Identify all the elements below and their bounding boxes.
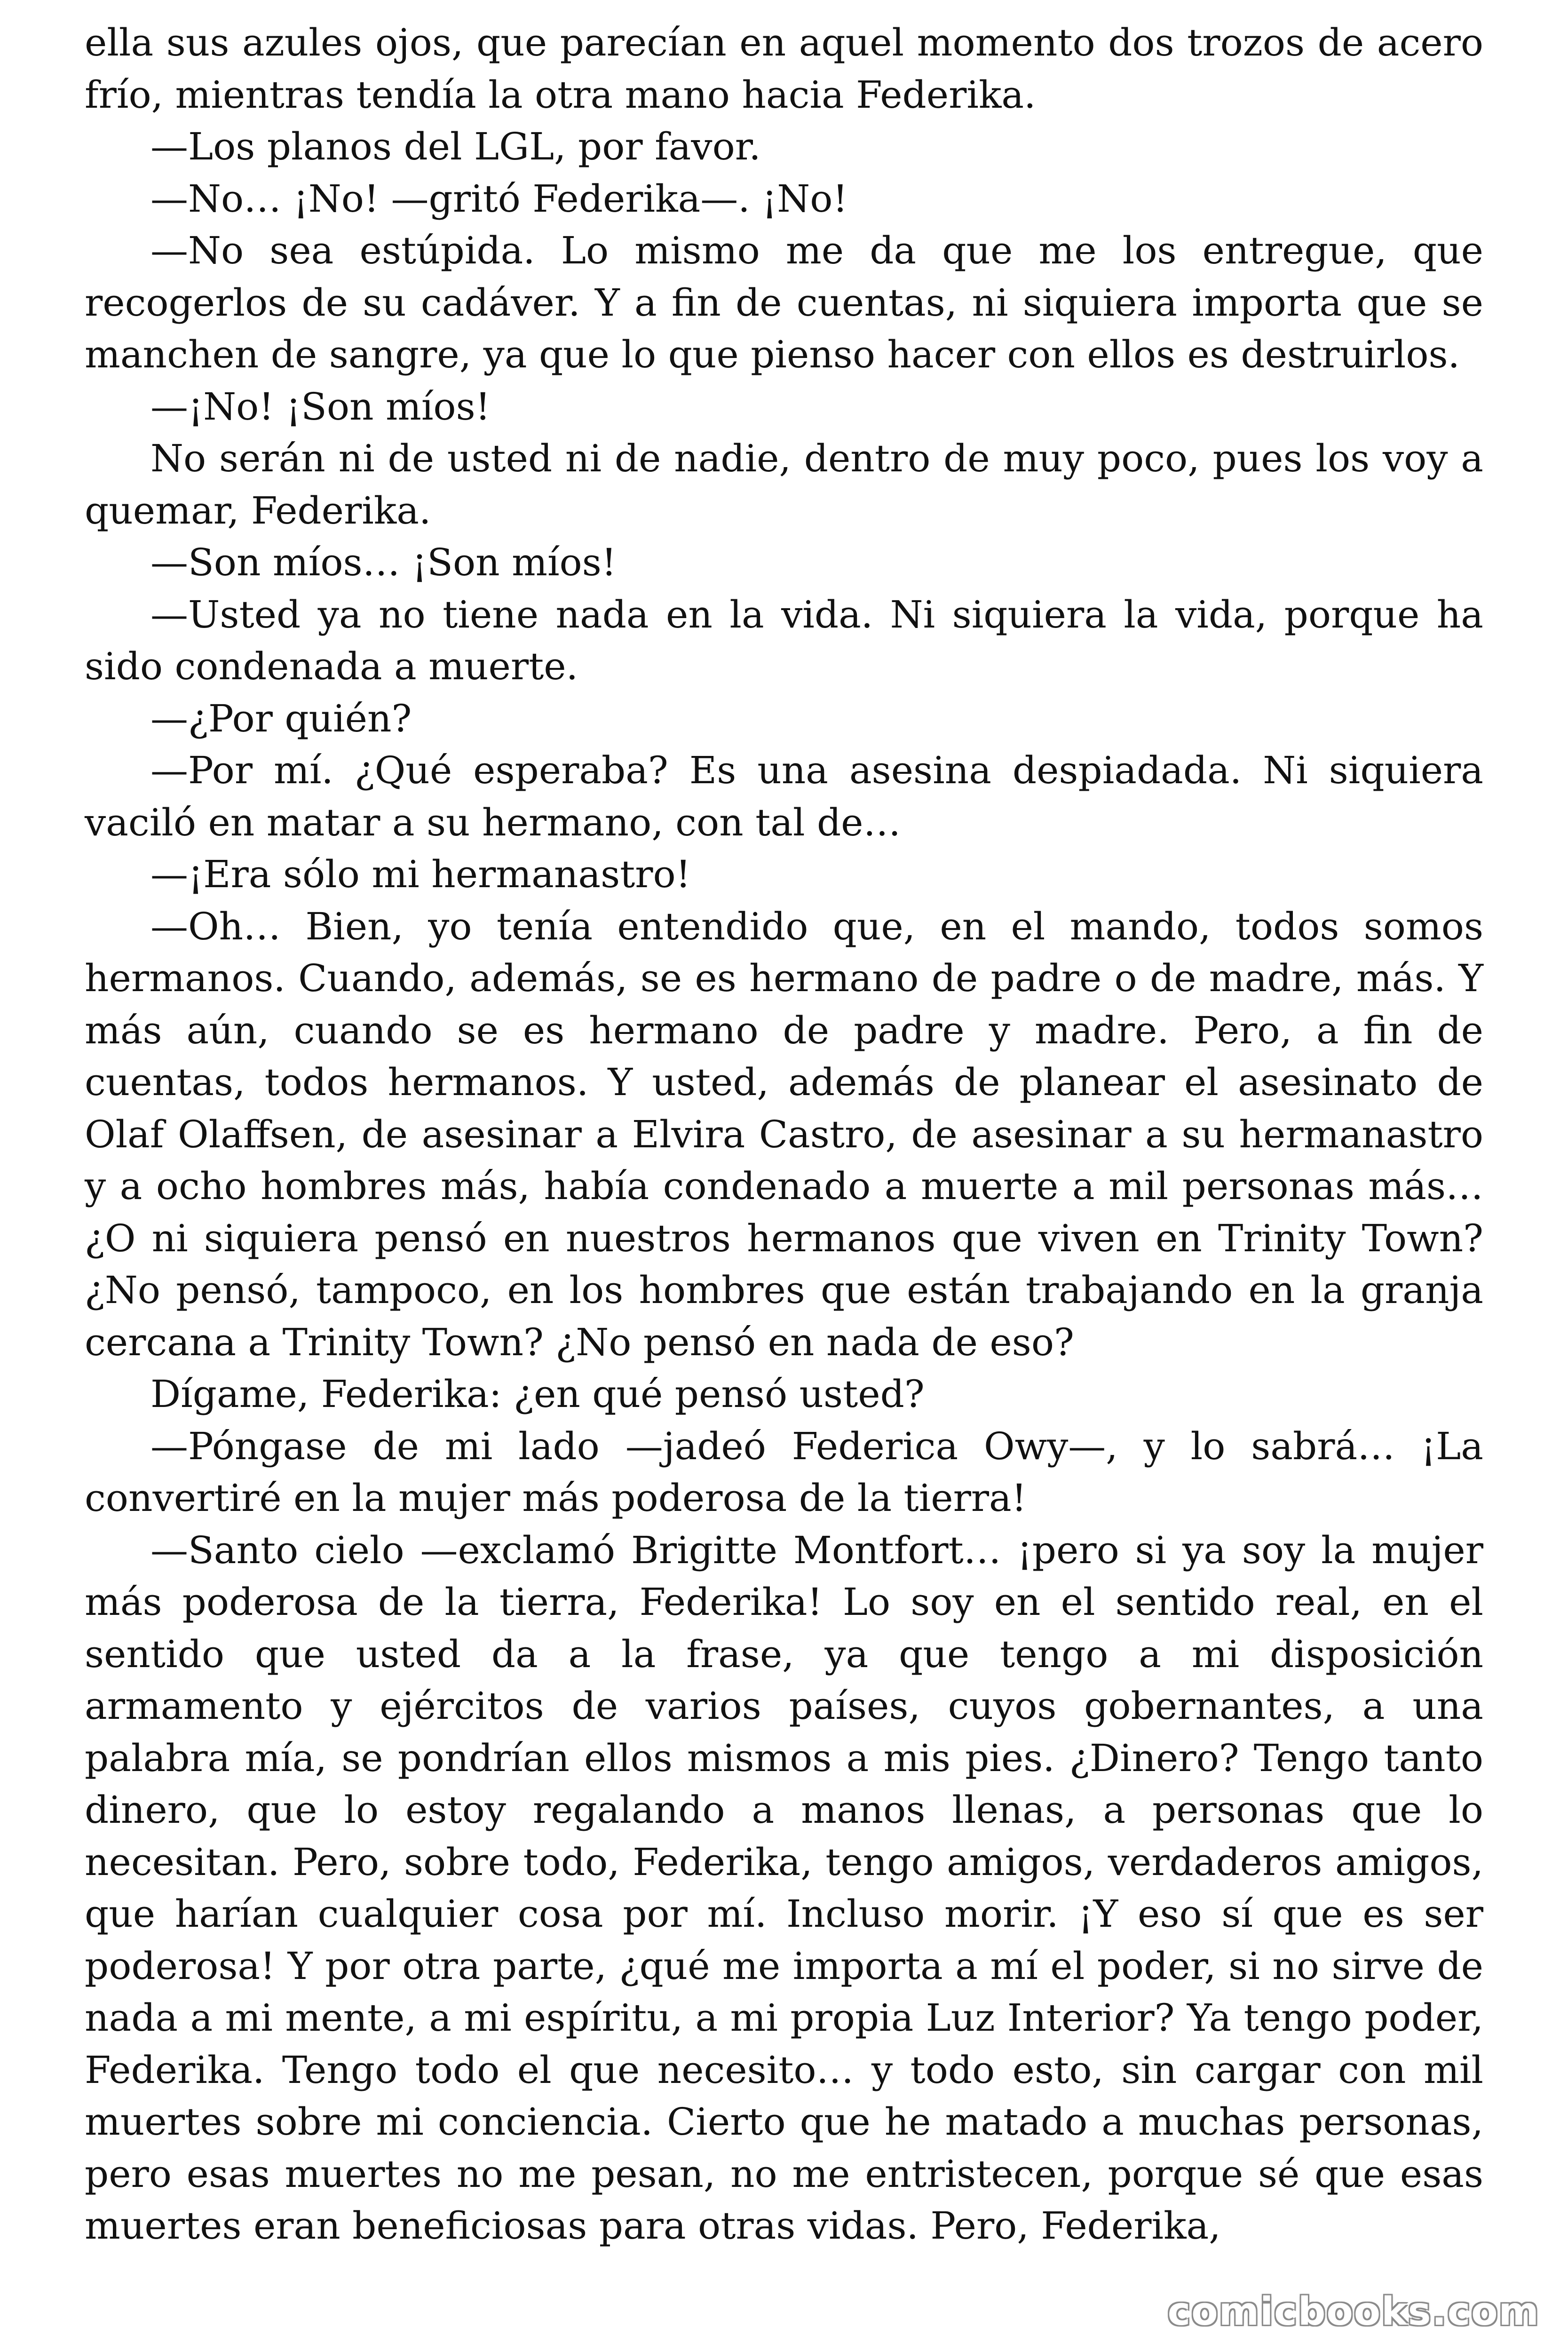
paragraph: —Son míos… ¡Son míos! xyxy=(150,540,617,584)
paragraph: No serán ni de usted ni de nadie, dentro de muy poco, pues los voy a quemar, Federika. xyxy=(85,437,1483,532)
paragraph: —¡Era sólo mi hermanastro! xyxy=(150,852,691,896)
paragraph: —Por mí. ¿Qué esperaba? Es una asesina despiadada. Ni siquiera vaciló en matar a su hermano, con tal de… xyxy=(85,748,1483,844)
watermark-logo: comicbooks.com xyxy=(1167,2289,1540,2334)
paragraph: —¡No! ¡Son míos! xyxy=(150,384,491,429)
book-page-text xyxy=(85,17,1483,2252)
paragraph: —No sea estúpida. Lo mismo me da que me los entregue, que recogerlos de su cadáver. Y a fin de cuentas, ni siquiera importa que se manchen de sangre, ya que lo que pienso hacer con ellos es destruirlos. xyxy=(85,229,1483,376)
paragraph: —Póngase de mi lado —jadeó Federica Owy—, y lo sabrá… ¡La convertiré en la mujer más poderosa de la tierra! xyxy=(85,1424,1483,1520)
paragraph: ella sus azules ojos, que parecían en aquel momento dos trozos de acero frío, mientras tendía la otra mano hacia Federika. xyxy=(85,21,1483,117)
paragraph: —¿Por quién? xyxy=(150,696,412,740)
paragraph: —No… ¡No! —gritó Federika—. ¡No! xyxy=(150,176,848,221)
paragraph: —Usted ya no tiene nada en la vida. Ni siquiera la vida, porque ha sido condenada a muerte. xyxy=(85,592,1483,688)
paragraph: —Santo cielo —exclamó Brigitte Montfort… ¡pero si ya soy la mujer más poderosa de la tierra, Federika! Lo soy en el sentido real, en el sentido que usted da a la frase, ya que tengo a mi disposición armamento y ejércitos de varios países, cuyos gobernantes, a una palabra mía, se pondrían ellos mismos a mis pies. ¿Dinero? Tengo tanto dinero, que lo estoy regalando a manos llenas, a personas que lo necesitan. Pero, sobre todo, Federika, tengo amigos, verdaderos amigos, que harían cualquier cosa por mí. Incluso morir. ¡Y eso sí que es ser poderosa! Y por otra parte, ¿qué me importa a mí el poder, si no sirve de nada a mi mente, a mi espíritu, a mi propia Luz Interior? Ya tengo poder, Federika. Tengo todo el que necesito… y todo esto, sin cargar con mil muertes sobre mi conciencia. Cierto que he matado a muchas personas, pero esas muertes no me pesan, no me entristecen, porque sé que esas muertes eran beneficiosas para otras vidas. Pero, Federika, xyxy=(85,1528,1483,2248)
paragraph: —Oh… Bien, yo tenía entendido que, en el mando, todos somos hermanos. Cuando, además, se es hermano de padre o de madre, más. Y más aún, cuando se es hermano de padre y madre. Pero, a fin de cuentas, todos hermanos. Y usted, además de planear el asesinato de Olaf Olaffsen, de asesinar a Elvira Castro, de asesinar a su hermanastro y a ocho hombres más, había condenado a muerte a mil personas más… ¿O ni siquiera pensó en nuestros hermanos que viven en Trinity Town? ¿No pensó, tampoco, en los hombres que están trabajando en la granja cercana a Trinity Town? ¿No pensó en nada de eso? xyxy=(85,904,1483,1364)
paragraph: Dígame, Federika: ¿en qué pensó usted? xyxy=(150,1372,925,1416)
paragraph: —Los planos del LGL, por favor. xyxy=(150,125,761,168)
